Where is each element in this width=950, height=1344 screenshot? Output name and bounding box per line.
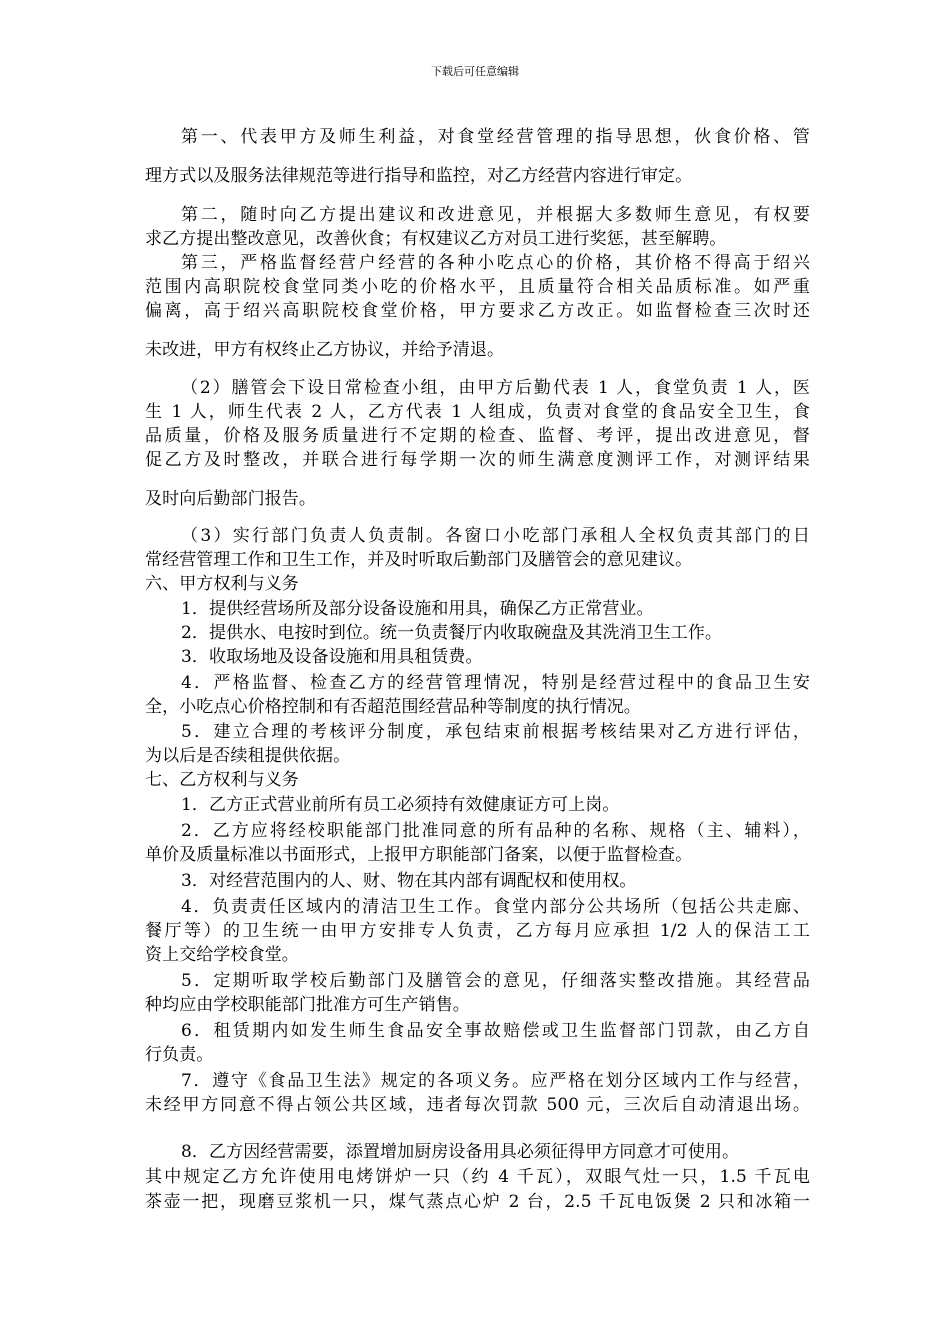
page-header-note: 下载后可任意编辑	[431, 65, 519, 78]
section-heading: 七、乙方权利与义务	[145, 770, 299, 790]
text-line: 1．乙方正式营业前所有员工必须持有效健康证方可上岗。	[181, 795, 620, 815]
text-line: 资上交给学校食堂。	[145, 945, 299, 965]
text-line: 及时向后勤部门报告。	[145, 489, 316, 509]
text-line: 3．收取场地及设备设施和用具租赁费。	[181, 647, 483, 667]
text-line: 餐厅等）的卫生统一由甲方安排专人负责，乙方每月应承担 1/2 人的保洁工工	[145, 921, 810, 941]
text-line: 5．建立合理的考核评分制度，承包结束前根据考核结果对乙方进行评估，	[181, 722, 810, 742]
text-line: 未经甲方同意不得占领公共区域，违者每次罚款 500 元，三次后自动清退出场。	[145, 1095, 810, 1115]
text-line: 5．定期听取学校后勤部门及膳管会的意见，仔细落实整改措施。其经营品	[181, 971, 810, 991]
text-line: 茶壶一把，现磨豆浆机一只，煤气蒸点心炉 2 台，2.5 千瓦电饭煲 2 只和冰箱一	[145, 1192, 810, 1212]
text-line: 促乙方及时整改，并联合进行每学期一次的师生满意度测评工作，对测评结果	[145, 450, 810, 470]
text-line: 4．严格监督、检查乙方的经营管理情况，特别是经营过程中的食品卫生安	[181, 673, 810, 693]
text-line: 6．租赁期内如发生师生食品安全事故赔偿或卫生监督部门罚款，由乙方自	[181, 1021, 810, 1041]
text-line: 第二，随时向乙方提出建议和改进意见，并根据大多数师生意见，有权要	[181, 205, 810, 225]
text-line: 生 1 人，师生代表 2 人，乙方代表 1 人组成，负责对食堂的食品安全卫生，食	[145, 402, 810, 422]
text-line: 范围内高职院校食堂同类小吃的价格水平，且质量符合相关品质标准。如严重	[145, 277, 810, 297]
text-line: 7．遵守《食品卫生法》规定的各项义务。应严格在划分区域内工作与经营，	[181, 1071, 810, 1091]
text-line: 3．对经营范围内的人、财、物在其内部有调配权和使用权。	[181, 871, 637, 891]
text-line: 单价及质量标准以书面形式，上报甲方职能部门备案，以便于监督检查。	[145, 845, 693, 865]
text-line: 行负责。	[145, 1045, 214, 1065]
text-line: 理方式以及服务法律规范等进行指导和监控，对乙方经营内容进行审定。	[145, 166, 693, 186]
text-line: 品质量，价格及服务质量进行不定期的检查、监督、考评，提出改进意见，督	[145, 426, 810, 446]
text-line: 为以后是否续租提供依据。	[145, 746, 351, 766]
text-line: 第一、代表甲方及师生利益，对食堂经营管理的指导思想，伙食价格、管	[181, 127, 810, 147]
text-line: 2．提供水、电按时到位。统一负责餐厅内收取碗盘及其洗消卫生工作。	[181, 623, 723, 643]
text-line: 8．乙方因经营需要，添置增加厨房设备用具必须征得甲方同意才可使用。	[181, 1142, 740, 1162]
text-line: 偏离，高于绍兴高职院校食堂价格，甲方要求乙方改正。如监督检查三次时还	[145, 301, 810, 321]
text-line: 常经营管理工作和卫生工作，并及时听取后勤部门及膳管会的意见建议。	[145, 550, 693, 570]
text-line: 4．负责责任区域内的清洁卫生工作。食堂内部分公共场所（包括公共走廊、	[181, 897, 810, 917]
text-line: （2）膳管会下设日常检查小组，由甲方后勤代表 1 人，食堂负责 1 人，医	[181, 378, 810, 398]
text-line: 1．提供经营场所及部分设备设施和用具，确保乙方正常营业。	[181, 599, 654, 619]
text-line: 未改进，甲方有权终止乙方协议，并给予清退。	[145, 340, 505, 360]
text-line: 种均应由学校职能部门批准方可生产销售。	[145, 995, 470, 1015]
text-line: 其中规定乙方允许使用电烤饼炉一只（约 4 千瓦），双眼气灶一只，1.5 千瓦电	[145, 1167, 810, 1187]
text-line: 2．乙方应将经校职能部门批准同意的所有品种的名称、规格（主、辅料），	[181, 821, 810, 841]
text-line: 第三，严格监督经营户经营的各种小吃点心的价格，其价格不得高于绍兴	[181, 253, 810, 273]
text-line: 求乙方提出整改意见，改善伙食；有权建议乙方对员工进行奖惩，甚至解聘。	[145, 229, 727, 249]
text-line: 全，小吃点心价格控制和有否超范围经营品种等制度的执行情况。	[145, 697, 641, 717]
section-heading: 六、甲方权利与义务	[145, 574, 299, 594]
text-line: （3）实行部门负责人负责制。各窗口小吃部门承租人全权负责其部门的日	[181, 526, 810, 546]
